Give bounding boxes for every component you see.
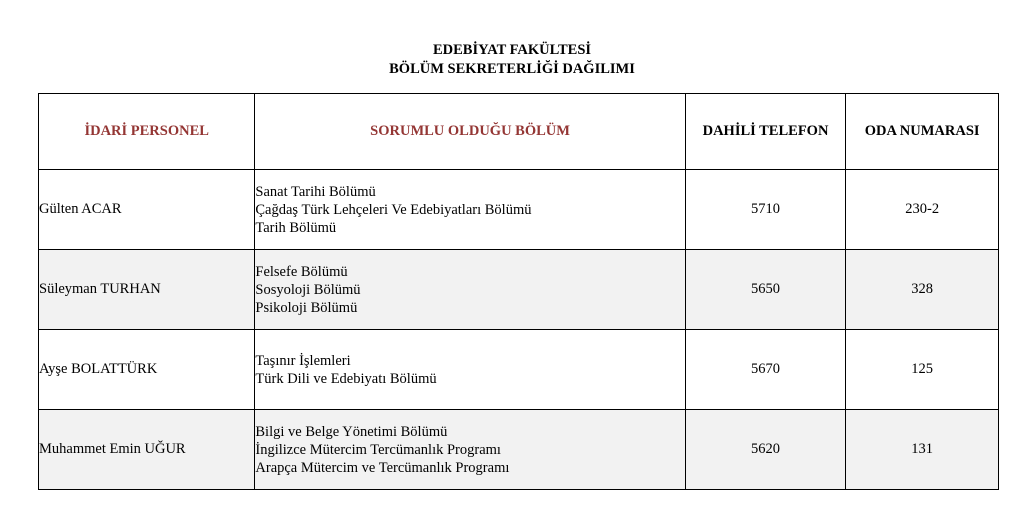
staff-name: Ayşe BOLATTÜRK — [39, 330, 255, 410]
table-header-row — [39, 94, 999, 170]
table-row — [39, 250, 999, 330]
room-number: 328 — [846, 250, 999, 330]
department-item: Felsefe Bölümü — [255, 263, 348, 280]
title-line-faculty: EDEBİYAT FAKÜLTESİ — [432, 42, 592, 58]
phone-extension: 5710 — [685, 170, 846, 250]
department-item: Bilgi ve Belge Yönetimi Bölümü — [255, 423, 448, 440]
header-phone: DAHİLİ TELEFON — [685, 94, 846, 170]
department-item: Sanat Tarihi Bölümü — [255, 183, 376, 200]
department-list — [255, 250, 685, 330]
header-department: SORUMLU OLDUĞU BÖLÜM — [255, 94, 685, 170]
phone-extension: 5620 — [685, 410, 846, 490]
header-room: ODA NUMARASI — [846, 94, 999, 170]
department-item: Çağdaş Türk Lehçeleri Ve Edebiyatları Bölümü — [255, 201, 532, 218]
phone-extension: 5650 — [685, 250, 846, 330]
staff-name: Süleyman TURHAN — [39, 250, 255, 330]
department-item: Psikoloji Bölümü — [255, 299, 358, 316]
room-number: 230-2 — [846, 170, 999, 250]
title-line-distribution: BÖLÜM SEKRETERLİĞİ DAĞILIMI — [389, 61, 635, 77]
document-title — [0, 41, 1024, 79]
department-item: Sosyoloji Bölümü — [255, 281, 361, 298]
department-list — [255, 330, 685, 410]
department-item: Türk Dili ve Edebiyatı Bölümü — [255, 370, 437, 387]
department-item: İngilizce Mütercim Tercümanlık Programı — [255, 441, 501, 458]
department-list — [255, 170, 685, 250]
department-list — [255, 410, 685, 490]
table-row — [39, 410, 999, 490]
department-item: Arapça Mütercim ve Tercümanlık Programı — [255, 459, 510, 476]
room-number: 125 — [846, 330, 999, 410]
secretary-table — [38, 93, 999, 490]
table-row — [39, 330, 999, 410]
table-row — [39, 170, 999, 250]
phone-extension: 5670 — [685, 330, 846, 410]
staff-name: Muhammet Emin UĞUR — [39, 410, 255, 490]
department-item: Taşınır İşlemleri — [255, 352, 351, 369]
department-item: Tarih Bölümü — [255, 219, 337, 236]
header-staff: İDARİ PERSONEL — [39, 94, 255, 170]
staff-name: Gülten ACAR — [39, 170, 255, 250]
room-number: 131 — [846, 410, 999, 490]
